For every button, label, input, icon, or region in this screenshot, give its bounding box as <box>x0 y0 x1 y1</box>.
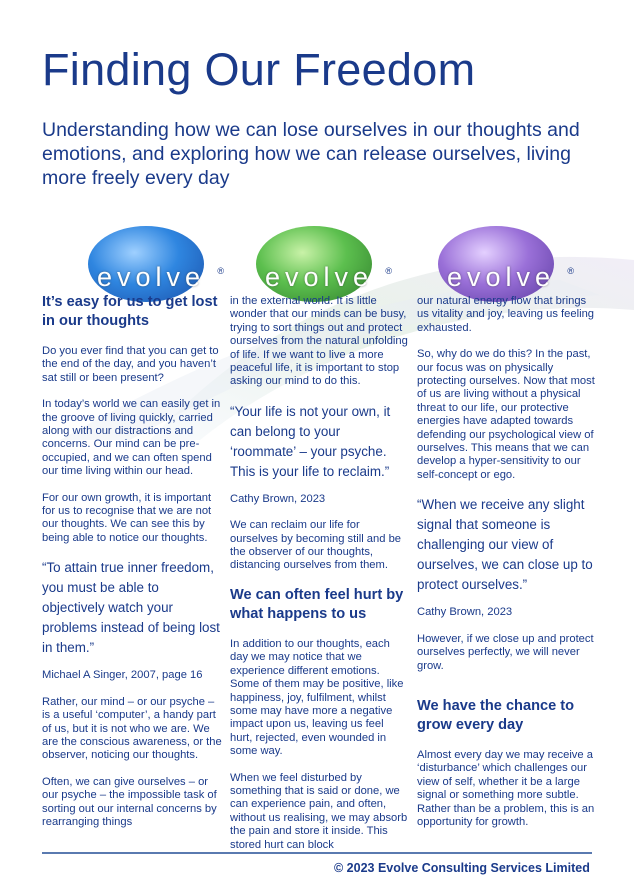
pull-quote: “Your life is not your own, it can belong to your ‘roommate’ – your psyche. This is your life to reclaim.” <box>230 403 391 479</box>
body-paragraph: Do you ever find that you can get to the end of the day, and you haven’t sat still or been present? <box>42 345 219 384</box>
section-heading: We have the chance to grow every day <box>417 697 575 733</box>
body-paragraph: So, why do we do this? In the past, our focus was on physically protecting ourselves. Now that most of us are living without a physical threat to our life, our protective energies have adapted towards defending our psychological view of ourselves. This means that we can develop a hyper-sensitivity to our self-concept or ego. <box>417 348 595 481</box>
body-paragraph: Often, we can give ourselves – or our psyche – the impossible task of sorting out our internal concerns by rearranging things <box>42 775 217 828</box>
logo-word: evolve <box>96 262 206 292</box>
logo-word: evolve <box>264 262 374 292</box>
footer-divider <box>42 852 592 854</box>
body-paragraph: In addition to our thoughts, each day we may notice that we experience different emotions. Some of them may be positive, like happiness, joy, fulfilment, whilst some may have more a negative impact upon us, leaving us feel hurt, rejected, even wounded in some way. <box>230 637 404 758</box>
body-paragraph: our natural energy flow that brings us vitality and joy, leaving us feeling exhausted. <box>417 295 595 334</box>
body-paragraph: We can reclaim our life for ourselves by becoming still and be the observer of our thoughts, distancing ourselves from them. <box>230 519 402 572</box>
evolve-logo-green <box>244 226 394 306</box>
section-heading: We can often feel hurt by what happens to us <box>230 586 404 622</box>
registered-mark: ® <box>217 266 224 276</box>
column-1 <box>42 293 222 842</box>
pull-quote: “When we receive any slight signal that someone is challenging our view of ourselves, we can close up to protect ourselves.” <box>417 497 593 593</box>
registered-mark: ® <box>567 266 574 276</box>
page-title: Finding Our Freedom <box>42 44 476 95</box>
quote-citation: Cathy Brown, 2023 <box>417 606 513 619</box>
body-paragraph: Rather, our mind – or our psyche – is a useful ‘computer’, a handy part of us, but it is not who we are. We are the conscious awareness, or the observer, noticing our thoughts. <box>42 695 222 762</box>
column-2 <box>230 295 408 865</box>
page-subtitle: Understanding how we can lose ourselves in our thoughts and emotions, and exploring how we can release ourselves, living more freely every day <box>42 119 580 189</box>
quote-citation: Cathy Brown, 2023 <box>230 492 326 505</box>
body-paragraph: in the external world. It is little wonder that our minds can be busy, trying to sort things out and protect ourselves from the natural unfolding of life. If we want to live a more peaceful life, it is important to stop asking our mind to do this. <box>230 295 408 388</box>
copyright-footer: © 2023 Evolve Consulting Services Limited <box>334 861 590 875</box>
section-heading: It’s easy for us to get lost in our thoughts <box>42 294 218 329</box>
evolve-logo-purple <box>426 226 576 306</box>
body-paragraph: For our own growth, it is important for us to recognise that we are not our thoughts. We can see this by being able to notice our thoughts. <box>42 491 212 544</box>
quote-citation: Michael A Singer, 2007, page 16 <box>42 669 203 682</box>
body-paragraph: However, if we close up and protect ourselves perfectly, we will never grow. <box>417 632 594 672</box>
registered-mark: ® <box>385 266 392 276</box>
pull-quote: “To attain true inner freedom, you must be able to objectively watch your problems instead of being lost in them.” <box>42 560 220 656</box>
body-paragraph: In today’s world we can easily get in the groove of living quickly, carried along with our distractions and concerns. Our mind can be pre-occupied, and we can often spend our time living within our head. <box>42 398 221 478</box>
body-paragraph: Almost every day we may receive a ‘disturbance’ which challenges our view of self, whether it be a large signal or something more subtle. Rather than be a problem, this is an opportunity for growth. <box>417 748 595 828</box>
logo-word: evolve <box>446 262 556 292</box>
column-3 <box>417 295 595 842</box>
body-paragraph: When we feel disturbed by something that is said or done, we can experience pain, and often, without us realising, we may absorb the pain and store it inside. This stored hurt can block <box>230 771 408 851</box>
